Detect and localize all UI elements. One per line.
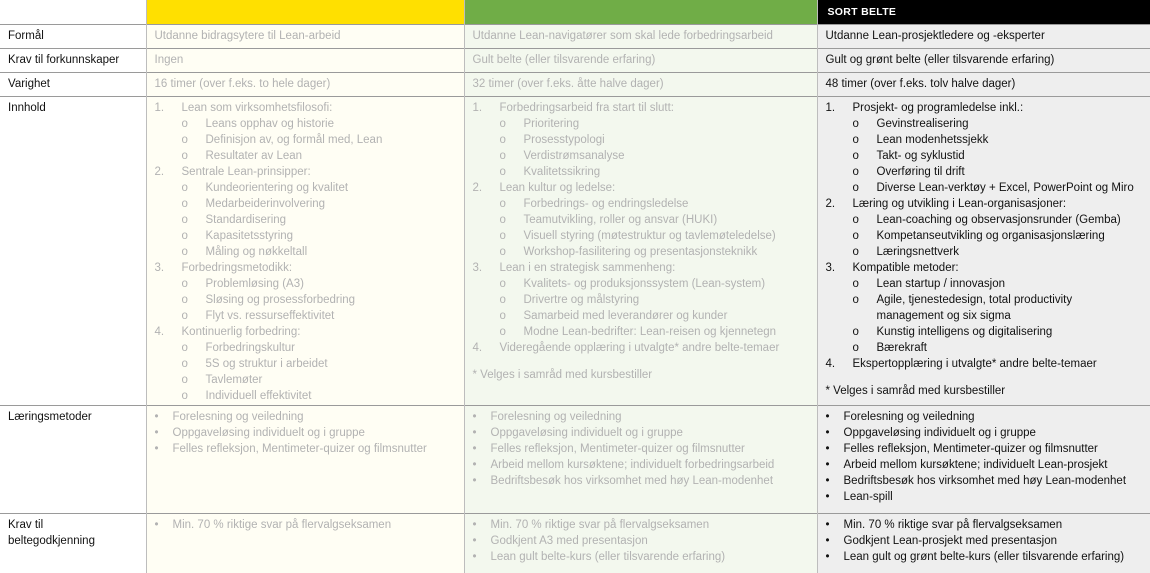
section-title: Kontinuerlig forbedring: [181, 326, 301, 338]
cell-black: 48 timer (over f.eks. tolv halve dager) [817, 73, 1150, 97]
bullet-icon: • [472, 551, 477, 563]
subitem-text: 5S og struktur i arbeidet [205, 358, 328, 370]
header-black-belt [817, 0, 1150, 25]
circle-bullet-icon: o [181, 150, 188, 162]
section-number: 3. [472, 262, 483, 274]
outline-subitem [826, 340, 1143, 356]
subitem-text: Prioritering [523, 118, 580, 130]
bullet-icon: • [154, 427, 159, 439]
outline-subitem [155, 196, 456, 212]
circle-bullet-icon: o [181, 358, 188, 370]
circle-bullet-icon: o [181, 182, 188, 194]
section-number: 1. [472, 102, 483, 114]
row-label: Innhold [0, 97, 146, 406]
outline-subitem [155, 244, 456, 260]
list-item [473, 425, 809, 441]
list-item [155, 409, 456, 425]
list-item [826, 441, 1143, 457]
circle-bullet-icon: o [181, 294, 188, 306]
section-title: Ekspertopplæring i utvalgte* andre belte-temaer [852, 358, 1097, 370]
section-title: Sentrale Lean-prinsipper: [181, 166, 311, 178]
subitem-text: Måling og nøkkeltall [205, 246, 308, 258]
outline-section [155, 164, 456, 180]
subitem-text: Sløsing og prosessforbedring [205, 294, 356, 306]
list-item-text: Arbeid mellom kursøktene; individuelt forbedringsarbeid [490, 459, 775, 471]
subitem-text: Takt- og syklustid [876, 150, 965, 162]
subitem-text: Lean-coaching og observasjonsrunder (Gemba) [876, 214, 1121, 226]
outline-subitem [826, 148, 1143, 164]
subitem-text: Definisjon av, og formål med, Lean [205, 134, 383, 146]
circle-bullet-icon: o [852, 294, 859, 306]
subitem-text: Kundeorientering og kvalitet [205, 182, 349, 194]
outline-section [473, 340, 809, 356]
row-label: Krav til forkunnskaper [0, 49, 146, 73]
bullet-list [473, 409, 809, 489]
subitem-text: Prosesstypologi [523, 134, 605, 146]
cell-green: 32 timer (over f.eks. åtte halve dager) [464, 73, 817, 97]
subitem-text: Resultater av Lean [205, 150, 303, 162]
row-krav-forkunnskaper [0, 49, 1150, 73]
row-laeringsmetoder [0, 406, 1150, 514]
outline-subitem [826, 180, 1143, 196]
cell-green [464, 406, 817, 514]
circle-bullet-icon: o [181, 310, 188, 322]
cell-yellow [146, 514, 464, 573]
circle-bullet-icon: o [181, 342, 188, 354]
bullet-icon: • [825, 551, 830, 563]
section-title: Læring og utvikling i Lean-organisasjoner: [852, 198, 1067, 210]
bullet-icon: • [472, 443, 477, 455]
list-item-text: Godkjent A3 med presentasjon [490, 535, 648, 547]
section-title: Forbedringsmetodikk: [181, 262, 293, 274]
bullet-icon: • [825, 411, 830, 423]
subitem-text: Agile, tjenestedesign, total productivity management og six sigma [876, 294, 1073, 322]
circle-bullet-icon: o [852, 326, 859, 338]
row-label: Formål [0, 25, 146, 49]
outline-subitem [473, 324, 809, 340]
circle-bullet-icon: o [852, 118, 859, 130]
subitem-text: Kvalitetssikring [523, 166, 601, 178]
subitem-text: Forbedringskultur [205, 342, 295, 354]
outline-section [155, 324, 456, 340]
outline-subitem [155, 292, 456, 308]
outline-subitem [473, 244, 809, 260]
section-number: 4. [825, 358, 836, 370]
outline-subitem [473, 308, 809, 324]
list-item [826, 517, 1143, 533]
bullet-list [826, 409, 1143, 505]
cell-green: Utdanne Lean-navigatører som skal lede forbedringsarbeid [464, 25, 817, 49]
subitem-text: Medarbeiderinvolvering [205, 198, 326, 210]
bullet-icon: • [825, 491, 830, 503]
list-item-text: Oppgaveløsing individuelt og i gruppe [490, 427, 683, 439]
list-item-text: Min. 70 % riktige svar på flervalgseksamen [172, 519, 392, 531]
outline-section [826, 100, 1143, 116]
bullet-icon: • [825, 427, 830, 439]
subitem-text: Workshop-fasilitering og presentasjonsteknikk [523, 246, 758, 258]
cell-black: Gult og grønt belte (eller tilsvarende erfaring) [817, 49, 1150, 73]
list-item [826, 489, 1143, 505]
subitem-text: Modne Lean-bedrifter: Lean-reisen og kjennetegn [523, 326, 777, 338]
row-innhold [0, 97, 1150, 406]
cell-green [464, 97, 817, 406]
subitem-text: Problemløsing (A3) [205, 278, 304, 290]
row-varighet [0, 73, 1150, 97]
bullet-icon: • [825, 443, 830, 455]
cell-green: Gult belte (eller tilsvarende erfaring) [464, 49, 817, 73]
subitem-text: Samarbeid med leverandører og kunder [523, 310, 728, 322]
list-item [826, 549, 1143, 565]
outline-section [826, 196, 1143, 212]
circle-bullet-icon: o [181, 118, 188, 130]
circle-bullet-icon: o [499, 230, 506, 242]
outline-subitem [155, 356, 456, 372]
list-item [826, 457, 1143, 473]
footnote: * Velges i samråd med kursbestiller [825, 385, 1006, 397]
list-item-text: Lean gult belte-kurs (eller tilsvarende erfaring) [490, 551, 726, 563]
outline-subitem [826, 324, 1143, 340]
outline-section [473, 100, 809, 116]
outline-subitem [155, 388, 456, 404]
outline-subitem [826, 276, 1143, 292]
circle-bullet-icon: o [852, 214, 859, 226]
list-item-text: Forelesning og veiledning [843, 411, 975, 423]
list-item [826, 425, 1143, 441]
subitem-text: Overføring til drift [876, 166, 965, 178]
bullet-icon: • [472, 411, 477, 423]
row-formal [0, 25, 1150, 49]
outline-subitem [155, 372, 456, 388]
bullet-icon: • [472, 427, 477, 439]
circle-bullet-icon: o [852, 150, 859, 162]
circle-bullet-icon: o [499, 134, 506, 146]
bullet-icon: • [825, 475, 830, 487]
list-item [826, 473, 1143, 489]
bullet-icon: • [154, 411, 159, 423]
list-item [473, 441, 809, 457]
outline-subitem [473, 164, 809, 180]
row-label-line: Krav til [8, 519, 44, 531]
subitem-text: Bærekraft [876, 342, 927, 354]
cell-yellow [146, 406, 464, 514]
outline-subitem [473, 196, 809, 212]
circle-bullet-icon: o [181, 374, 188, 386]
outline-subitem [473, 228, 809, 244]
section-title: Forbedringsarbeid fra start til slutt: [499, 102, 674, 114]
circle-bullet-icon: o [499, 294, 506, 306]
outline-subitem [473, 292, 809, 308]
circle-bullet-icon: o [499, 166, 506, 178]
cell-green [464, 514, 817, 573]
list-item [826, 409, 1143, 425]
circle-bullet-icon: o [499, 150, 506, 162]
outline-subitem [473, 276, 809, 292]
section-number: 1. [825, 102, 836, 114]
list-item [473, 517, 809, 533]
list-item-text: Lean gult og grønt belte-kurs (eller tilsvarende erfaring) [843, 551, 1125, 563]
bullet-icon: • [472, 519, 477, 531]
row-label: Læringsmetoder [0, 406, 146, 514]
outline-subitem [155, 228, 456, 244]
outline-subitem [826, 244, 1143, 260]
outline-subitem [155, 340, 456, 356]
circle-bullet-icon: o [499, 278, 506, 290]
outline-section [473, 260, 809, 276]
outline-section [826, 260, 1143, 276]
list-item-text: Oppgaveløsing individuelt og i gruppe [843, 427, 1036, 439]
circle-bullet-icon: o [499, 246, 506, 258]
list-item-text: Forelesning og veiledning [490, 411, 622, 423]
content-outline [473, 100, 809, 383]
subitem-text: Teamutvikling, roller og ansvar (HUKI) [523, 214, 718, 226]
circle-bullet-icon: o [499, 198, 506, 210]
subitem-text: Visuell styring (møtestruktur og tavlemøteledelse) [523, 230, 776, 242]
section-title: Lean i en strategisk sammenheng: [499, 262, 676, 274]
subitem-text: Flyt vs. ressurseffektivitet [205, 310, 335, 322]
list-item-text: Min. 70 % riktige svar på flervalgseksamen [843, 519, 1063, 531]
cell-black [817, 406, 1150, 514]
subitem-text: Gevinstrealisering [876, 118, 969, 130]
list-item-text: Felles refleksjon, Mentimeter-quizer og filmsnutter [490, 443, 745, 455]
row-label-line: beltegodkjenning [8, 535, 95, 547]
outline-section [826, 356, 1143, 372]
header-green-belt [464, 0, 817, 25]
circle-bullet-icon: o [181, 390, 188, 402]
list-item-text: Lean-spill [843, 491, 893, 503]
outline-subitem [155, 116, 456, 132]
cell-yellow: Utdanne bidragsytere til Lean-arbeid [146, 25, 464, 49]
list-item-text: Min. 70 % riktige svar på flervalgseksamen [490, 519, 710, 531]
list-item-text: Bedriftsbesøk hos virksomhet med høy Lean-modenhet [490, 475, 774, 487]
subitem-text: Drivertre og målstyring [523, 294, 640, 306]
section-number: 3. [825, 262, 836, 274]
subitem-text: Individuell effektivitet [205, 390, 312, 402]
outline-section [473, 180, 809, 196]
section-title: Videregående opplæring i utvalgte* andre belte-temaer [499, 342, 780, 354]
circle-bullet-icon: o [852, 342, 859, 354]
circle-bullet-icon: o [852, 230, 859, 242]
outline-section [155, 100, 456, 116]
circle-bullet-icon: o [181, 278, 188, 290]
circle-bullet-icon: o [181, 134, 188, 146]
bullet-icon: • [472, 535, 477, 547]
subitem-text: Tavlemøter [205, 374, 263, 386]
row-label [0, 514, 146, 573]
circle-bullet-icon: o [499, 214, 506, 226]
circle-bullet-icon: o [181, 214, 188, 226]
circle-bullet-icon: o [181, 198, 188, 210]
circle-bullet-icon: o [852, 182, 859, 194]
outline-subitem [155, 308, 456, 324]
subitem-text: Lean startup / innovasjon [876, 278, 1006, 290]
outline-subitem [473, 212, 809, 228]
cell-black: Utdanne Lean-prosjektledere og -eksperter [817, 25, 1150, 49]
bullet-icon: • [472, 475, 477, 487]
bullet-icon: • [825, 519, 830, 531]
outline-subitem [155, 180, 456, 196]
circle-bullet-icon: o [499, 118, 506, 130]
bullet-list [473, 517, 809, 565]
circle-bullet-icon: o [852, 166, 859, 178]
list-item-text: Godkjent Lean-prosjekt med presentasjon [843, 535, 1058, 547]
subitem-text: Læringsnettverk [876, 246, 959, 258]
row-label: Varighet [0, 73, 146, 97]
bullet-list [155, 517, 456, 533]
bullet-list [826, 517, 1143, 565]
outline-subitem [155, 276, 456, 292]
outline-subitem [826, 292, 1143, 324]
bullet-icon: • [825, 535, 830, 547]
header-empty-cell [0, 0, 146, 25]
list-item-text: Bedriftsbesøk hos virksomhet med høy Lean-modenhet [843, 475, 1127, 487]
header-yellow-belt [146, 0, 464, 25]
cell-yellow [146, 97, 464, 406]
outline-subitem [826, 228, 1143, 244]
section-title: Lean kultur og ledelse: [499, 182, 616, 194]
header-row [0, 0, 1150, 25]
list-item [473, 409, 809, 425]
cell-black [817, 97, 1150, 406]
bullet-list [155, 409, 456, 457]
outline-subitem [155, 148, 456, 164]
section-number: 4. [154, 326, 165, 338]
list-item-text: Oppgaveløsing individuelt og i gruppe [172, 427, 365, 439]
footnote: * Velges i samråd med kursbestiller [472, 369, 653, 381]
section-title: Prosjekt- og programledelse inkl.: [852, 102, 1024, 114]
bullet-icon: • [154, 443, 159, 455]
subitem-text: Kapasitetsstyring [205, 230, 294, 242]
outline-subitem [473, 116, 809, 132]
subitem-text: Kompetanseutvikling og organisasjonslæring [876, 230, 1105, 242]
list-item-text: Felles refleksjon, Mentimeter-quizer og filmsnutter [843, 443, 1098, 455]
section-number: 3. [154, 262, 165, 274]
section-number: 2. [154, 166, 165, 178]
bullet-icon: • [825, 459, 830, 471]
circle-bullet-icon: o [852, 278, 859, 290]
circle-bullet-icon: o [181, 246, 188, 258]
list-item [155, 517, 456, 533]
circle-bullet-icon: o [181, 230, 188, 242]
subitem-text: Kvalitets- og produksjonssystem (Lean-system) [523, 278, 766, 290]
outline-subitem [473, 132, 809, 148]
outline-subitem [826, 132, 1143, 148]
subitem-text: Verdistrømsanalyse [523, 150, 625, 162]
bullet-icon: • [472, 459, 477, 471]
content-outline [826, 100, 1143, 399]
list-item [473, 457, 809, 473]
list-item [155, 441, 456, 457]
list-item [473, 549, 809, 565]
cell-yellow: Ingen [146, 49, 464, 73]
outline-subitem [473, 148, 809, 164]
outline-subitem [826, 164, 1143, 180]
subitem-text: Standardisering [205, 214, 287, 226]
subitem-text: Kunstig intelligens og digitalisering [876, 326, 1053, 338]
list-item-text: Forelesning og veiledning [172, 411, 304, 423]
subitem-text: Lean modenhetssjekk [876, 134, 989, 146]
cell-yellow: 16 timer (over f.eks. to hele dager) [146, 73, 464, 97]
circle-bullet-icon: o [499, 326, 506, 338]
subitem-text: Diverse Lean-verktøy + Excel, PowerPoint og Miro [876, 182, 1134, 194]
outline-subitem [155, 212, 456, 228]
list-item-text: Arbeid mellom kursøktene; individuelt Lean-prosjekt [843, 459, 1108, 471]
subitem-text: Leans opphav og historie [205, 118, 335, 130]
cell-black [817, 514, 1150, 573]
outline-subitem [826, 116, 1143, 132]
list-item-text: Felles refleksjon, Mentimeter-quizer og filmsnutter [172, 443, 427, 455]
bullet-icon: • [154, 519, 159, 531]
section-title: Kompatible metoder: [852, 262, 959, 274]
outline-subitem [155, 132, 456, 148]
subitem-text: Forbedrings- og endringsledelse [523, 198, 689, 210]
circle-bullet-icon: o [852, 134, 859, 146]
section-number: 4. [472, 342, 483, 354]
circle-bullet-icon: o [499, 310, 506, 322]
content-outline [155, 100, 456, 404]
outline-section [155, 260, 456, 276]
list-item [826, 533, 1143, 549]
section-number: 2. [825, 198, 836, 210]
section-number: 1. [154, 102, 165, 114]
section-title: Lean som virksomhetsfilosofi: [181, 102, 333, 114]
section-number: 2. [472, 182, 483, 194]
list-item [473, 473, 809, 489]
circle-bullet-icon: o [852, 246, 859, 258]
outline-subitem [826, 212, 1143, 228]
list-item [473, 533, 809, 549]
header-black-belt-title: SORT BELTE [827, 6, 897, 18]
row-krav-beltegodkjenning [0, 514, 1150, 573]
list-item [155, 425, 456, 441]
